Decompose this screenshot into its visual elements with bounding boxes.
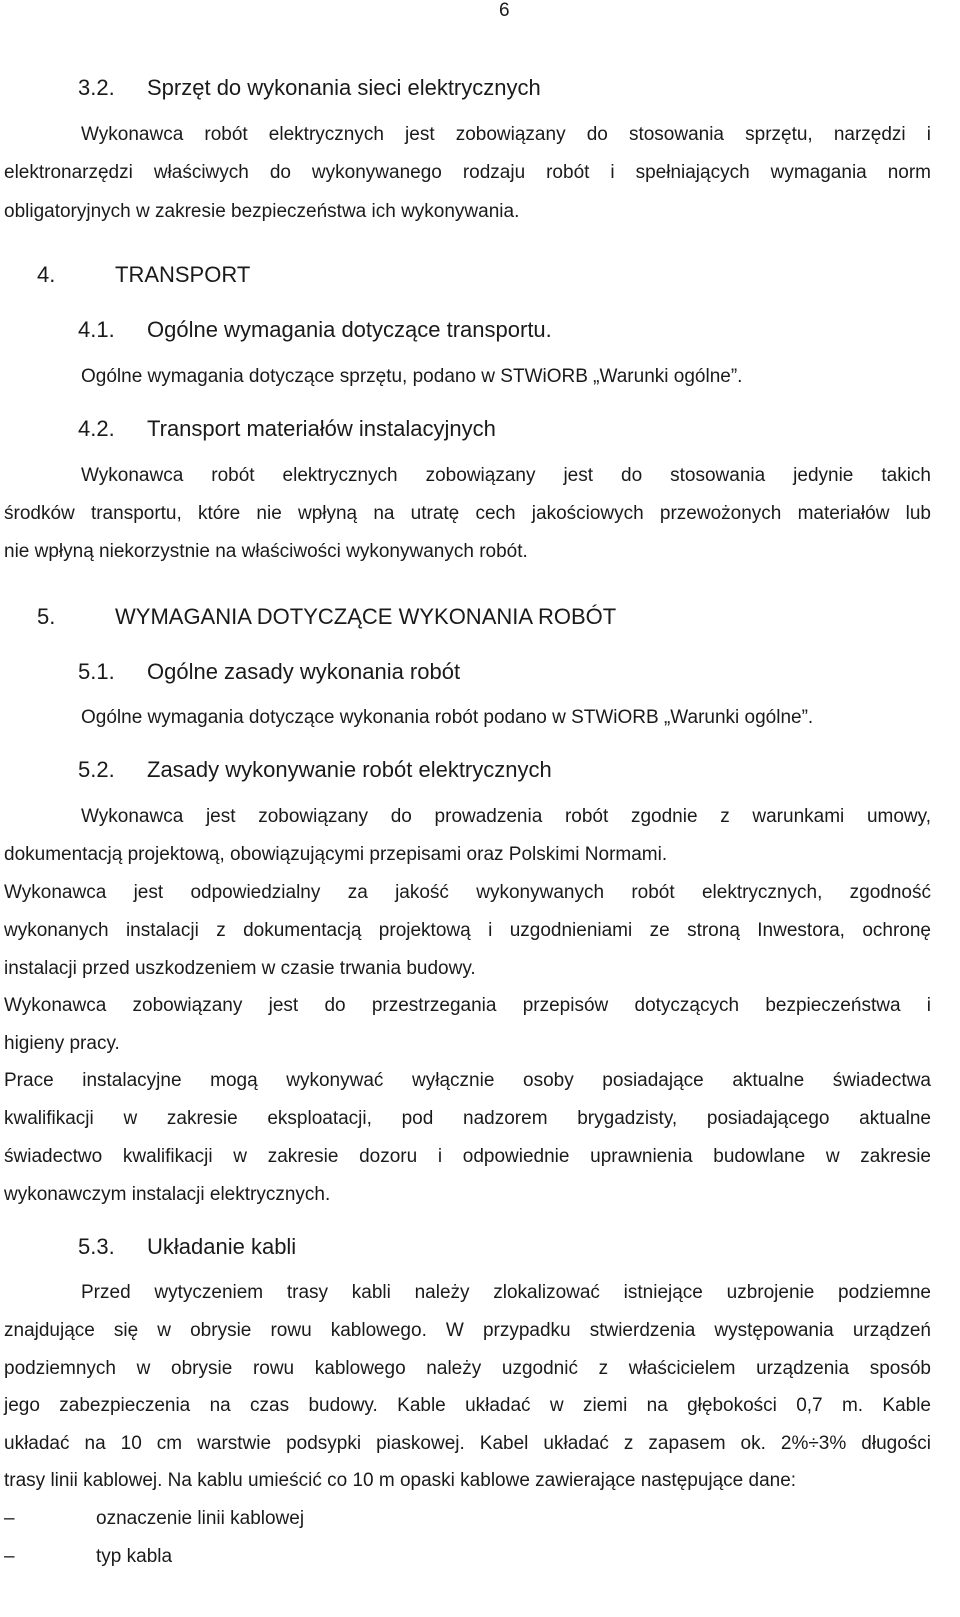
paragraph-line: świadectwo kwalifikacji w zakresie dozoru i odpowiednie uprawnienia budowlane w zakresie: [4, 1146, 931, 1167]
section-title: Zasady wykonywanie robót elektrycznych: [147, 757, 552, 782]
paragraph-line: podziemnych w obrysie rowu kablowego należy uzgodnić z właścicielem urządzenia sposób: [4, 1358, 931, 1379]
paragraph-line: znajdujące się w obrysie rowu kablowego. W przypadku stwierdzenia występowania urządzeń: [4, 1320, 931, 1341]
section-title: Ogólne zasady wykonania robót: [147, 659, 461, 684]
paragraph-line: obligatoryjnych w zakresie bezpieczeństwa ich wykonywania.: [4, 201, 520, 222]
paragraph-line: Wykonawca jest zobowiązany do prowadzenia robót zgodnie z warunkami umowy,: [81, 806, 931, 827]
paragraph-line: instalacji przed uszkodzeniem w czasie trwania budowy.: [4, 958, 476, 979]
section-title: Ogólne wymagania dotyczące transportu.: [147, 317, 552, 342]
list-item-text: typ kabla: [96, 1546, 173, 1567]
page-number: 6: [499, 0, 510, 21]
paragraph-line: układać na 10 cm warstwie podsypki piaskowej. Kabel układać z zapasem ok. 2%÷3% długości: [4, 1433, 931, 1454]
paragraph-line: wykonanych instalacji z dokumentacją projektową i uzgodnieniami ze stroną Inwestora, ochronę: [4, 920, 931, 941]
paragraph-line: Ogólne wymagania dotyczące sprzętu, podano w STWiORB „Warunki ogólne”.: [81, 366, 743, 387]
paragraph-line: kwalifikacji w zakresie eksploatacji, pod nadzorem brygadzisty, posiadającego aktualne: [4, 1108, 931, 1129]
paragraph-line: wykonawczym instalacji elektrycznych.: [4, 1184, 331, 1205]
paragraph-line: higieny pracy.: [4, 1033, 120, 1054]
paragraph-line: Wykonawca zobowiązany jest do przestrzegania przepisów dotyczących bezpieczeństwa i: [4, 995, 931, 1016]
section-number: 4.2.: [78, 416, 115, 441]
section-number: 4.1.: [78, 317, 115, 342]
paragraph-line: Przed wytyczeniem trasy kabli należy zlokalizować istniejące uzbrojenie podziemne: [81, 1282, 931, 1303]
paragraph-line: elektronarzędzi właściwych do wykonywanego rodzaju robót i spełniających wymagania norm: [4, 162, 931, 183]
chapter-number: 5.: [37, 604, 56, 629]
section-number: 5.1.: [78, 659, 115, 684]
paragraph-line: Wykonawca robót elektrycznych jest zobowiązany do stosowania sprzętu, narzędzi i: [81, 124, 931, 145]
paragraph-line: Wykonawca jest odpowiedzialny za jakość wykonywanych robót elektrycznych, zgodność: [4, 882, 931, 903]
paragraph-line: nie wpłyną niekorzystnie na właściwości wykonywanych robót.: [4, 541, 528, 562]
chapter-number: 4.: [37, 262, 56, 287]
paragraph-line: trasy linii kablowej. Na kablu umieścić co 10 m opaski kablowe zawierające następujące dane:: [4, 1470, 797, 1491]
section-title: Sprzęt do wykonania sieci elektrycznych: [147, 75, 541, 100]
section-number: 5.3.: [78, 1234, 115, 1259]
section-number: 5.2.: [78, 757, 115, 782]
paragraph-line: jego zabezpieczenia na czas budowy. Kable układać w ziemi na głębokości 0,7 m. Kable: [4, 1395, 931, 1416]
section-number: 3.2.: [78, 75, 115, 100]
chapter-title: WYMAGANIA DOTYCZĄCE WYKONANIA ROBÓT: [115, 604, 617, 629]
bullet-dash: –: [4, 1546, 15, 1567]
paragraph-line: Prace instalacyjne mogą wykonywać wyłącznie osoby posiadające aktualne świadectwa: [4, 1070, 931, 1091]
bullet-dash: –: [4, 1508, 15, 1529]
paragraph-line: Wykonawca robót elektrycznych zobowiązany jest do stosowania jedynie takich: [81, 465, 931, 486]
paragraph-line: Ogólne wymagania dotyczące wykonania robót podano w STWiORB „Warunki ogólne”.: [81, 707, 814, 728]
paragraph-line: dokumentacją projektową, obowiązującymi przepisami oraz Polskimi Normami.: [4, 844, 668, 865]
paragraph-line: środków transportu, które nie wpłyną na utratę cech jakościowych przewożonych materiałów lub: [4, 503, 931, 524]
chapter-title: TRANSPORT: [115, 262, 251, 287]
section-title: Układanie kabli: [147, 1234, 297, 1259]
section-title: Transport materiałów instalacyjnych: [147, 416, 496, 441]
list-item-text: oznaczenie linii kablowej: [96, 1508, 305, 1529]
